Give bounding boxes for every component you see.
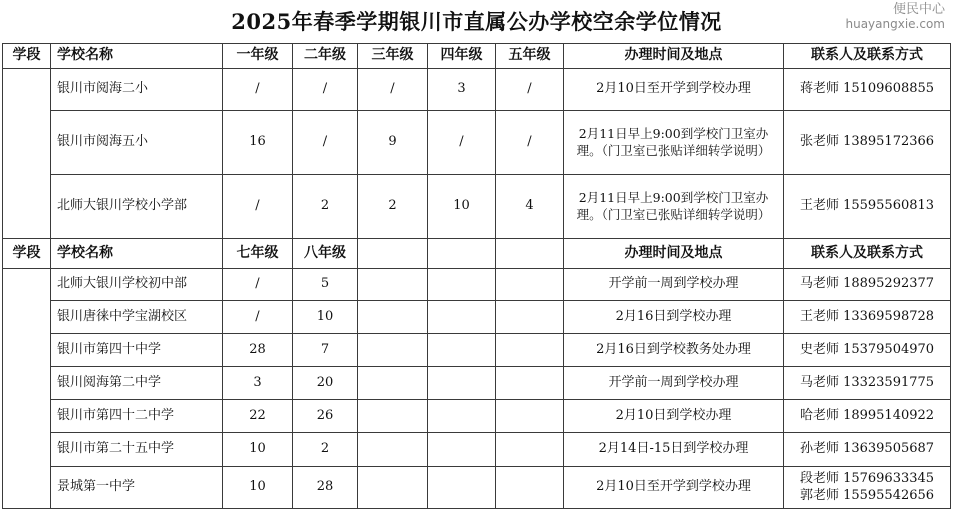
table-row	[3, 175, 951, 239]
grade-cell: 10	[223, 467, 293, 509]
school-name: 银川市阅海二小	[51, 69, 223, 111]
table-row	[3, 269, 951, 301]
contact-line: 郭老师 15595542656	[799, 487, 935, 503]
grade-cell: 2	[293, 175, 358, 239]
grade-cell: /	[293, 111, 358, 175]
empty-cell	[358, 239, 428, 269]
contact: 孙老师 13639505687	[784, 433, 951, 467]
stage-cell-middle	[3, 269, 51, 509]
grade-cell: /	[496, 111, 564, 175]
table-row	[3, 400, 951, 433]
time-place: 开学前一周到学校办理	[564, 367, 784, 400]
grade-cell: /	[428, 111, 496, 175]
grade-cell: /	[293, 69, 358, 111]
watermark	[845, 3, 945, 32]
header-grade-2: 二年级	[293, 44, 358, 69]
empty-cell	[496, 400, 564, 433]
empty-cell	[496, 301, 564, 334]
contact: 马老师 13323591775	[784, 367, 951, 400]
empty-cell	[358, 433, 428, 467]
grade-cell: 7	[293, 334, 358, 367]
school-name: 银川市第四十中学	[51, 334, 223, 367]
school-name: 景城第一中学	[51, 467, 223, 509]
table-row	[3, 111, 951, 175]
contact: 王老师 13369598728	[784, 301, 951, 334]
vacancy-table	[2, 43, 951, 509]
contact: 蒋老师 15109608855	[784, 69, 951, 111]
grade-cell: 10	[293, 301, 358, 334]
header-contact: 联系人及联系方式	[784, 239, 951, 269]
empty-cell	[428, 367, 496, 400]
contact	[784, 467, 951, 509]
grade-cell: 22	[223, 400, 293, 433]
time-place: 2月10日至开学到学校办理	[564, 69, 784, 111]
grade-cell: 28	[223, 334, 293, 367]
empty-cell	[428, 269, 496, 301]
empty-cell	[428, 467, 496, 509]
empty-cell	[358, 269, 428, 301]
grade-cell: /	[223, 301, 293, 334]
empty-cell	[428, 239, 496, 269]
school-name: 北师大银川学校初中部	[51, 269, 223, 301]
empty-cell	[496, 367, 564, 400]
contact: 马老师 18895292377	[784, 269, 951, 301]
empty-cell	[358, 400, 428, 433]
school-name: 银川唐徕中学宝湖校区	[51, 301, 223, 334]
watermark-name: 便民中心	[892, 2, 945, 17]
grade-cell: 10	[223, 433, 293, 467]
time-place: 2月16日到学校办理	[564, 301, 784, 334]
grade-cell: 5	[293, 269, 358, 301]
grade-cell: /	[496, 69, 564, 111]
contact: 哈老师 18995140922	[784, 400, 951, 433]
header-school-name: 学校名称	[51, 44, 223, 69]
school-name: 银川阅海第二中学	[51, 367, 223, 400]
time-place: 2月11日早上9:00到学校门卫室办理。（门卫室已张贴详细转学说明）	[564, 175, 784, 239]
empty-cell	[496, 433, 564, 467]
grade-cell: 20	[293, 367, 358, 400]
grade-cell: 4	[496, 175, 564, 239]
empty-cell	[496, 467, 564, 509]
grade-cell: 9	[358, 111, 428, 175]
empty-cell	[496, 239, 564, 269]
grade-cell: /	[223, 269, 293, 301]
contact: 史老师 15379504970	[784, 334, 951, 367]
grade-cell: 2	[358, 175, 428, 239]
empty-cell	[428, 301, 496, 334]
time-place: 开学前一周到学校办理	[564, 269, 784, 301]
empty-cell	[428, 334, 496, 367]
header-stage: 学段	[3, 239, 51, 269]
header-grade-4: 四年级	[428, 44, 496, 69]
header-time-place: 办理时间及地点	[564, 239, 784, 269]
grade-cell: 3	[428, 69, 496, 111]
header-grade-5: 五年级	[496, 44, 564, 69]
school-name: 北师大银川学校小学部	[51, 175, 223, 239]
header-grade-8: 八年级	[293, 239, 358, 269]
school-name: 银川市第四十二中学	[51, 400, 223, 433]
grade-cell: /	[223, 175, 293, 239]
header-school-name: 学校名称	[51, 239, 223, 269]
grade-cell: 2	[293, 433, 358, 467]
primary-header-row	[3, 44, 951, 69]
empty-cell	[496, 334, 564, 367]
school-name: 银川市阅海五小	[51, 111, 223, 175]
watermark-url: huayangxie.com	[845, 16, 945, 31]
table-row	[3, 301, 951, 334]
contact-line: 段老师 15769633345	[799, 471, 935, 487]
time-place: 2月10日到学校办理	[564, 400, 784, 433]
table-row	[3, 334, 951, 367]
school-name: 银川市第二十五中学	[51, 433, 223, 467]
time-place: 2月10日至开学到学校办理	[564, 467, 784, 509]
table-row	[3, 367, 951, 400]
middle-header-row	[3, 239, 951, 269]
header-time-place: 办理时间及地点	[564, 44, 784, 69]
header-contact: 联系人及联系方式	[784, 44, 951, 69]
header-grade-3: 三年级	[358, 44, 428, 69]
grade-cell: 26	[293, 400, 358, 433]
table-row	[3, 467, 951, 509]
empty-cell	[358, 367, 428, 400]
time-place: 2月16日到学校教务处办理	[564, 334, 784, 367]
grade-cell: 10	[428, 175, 496, 239]
table-row	[3, 69, 951, 111]
header-grade-1: 一年级	[223, 44, 293, 69]
stage-cell-primary	[3, 69, 51, 239]
time-place: 2月14日-15日到学校办理	[564, 433, 784, 467]
empty-cell	[358, 467, 428, 509]
contact: 张老师 13895172366	[784, 111, 951, 175]
grade-cell: 3	[223, 367, 293, 400]
grade-cell: 28	[293, 467, 358, 509]
time-place: 2月11日早上9:00到学校门卫室办理。（门卫室已张贴详细转学说明）	[564, 111, 784, 175]
contact: 王老师 15595560813	[784, 175, 951, 239]
grade-cell: /	[223, 69, 293, 111]
header-stage: 学段	[3, 44, 51, 69]
empty-cell	[428, 433, 496, 467]
table-row	[3, 433, 951, 467]
header-grade-7: 七年级	[223, 239, 293, 269]
grade-cell: 16	[223, 111, 293, 175]
empty-cell	[358, 334, 428, 367]
page-title: 2025年春季学期银川市直属公办学校空余学位情况	[231, 9, 722, 34]
grade-cell: /	[358, 69, 428, 111]
empty-cell	[358, 301, 428, 334]
empty-cell	[428, 400, 496, 433]
empty-cell	[496, 269, 564, 301]
